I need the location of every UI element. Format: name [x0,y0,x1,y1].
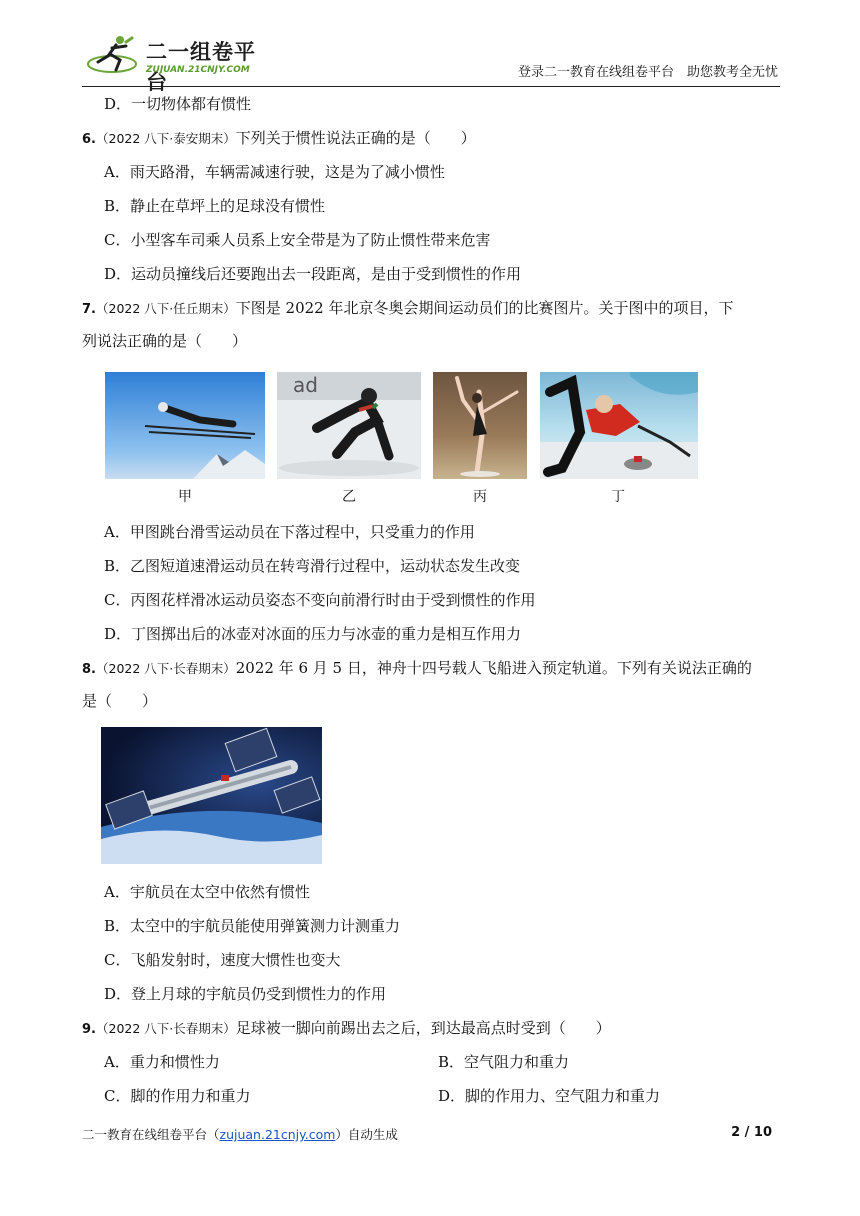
page-header [82,28,780,94]
logo-url: ZUJUAN.21CNJY.COM [146,65,250,75]
q8-option-a: A．宇航员在太空中依然有惯性 [104,883,310,901]
q7-option-b: B．乙图短道速滑运动员在转弯滑行过程中，运动状态发生改变 [104,557,521,575]
q6-option-b: B．静止在草坪上的足球没有惯性 [104,197,326,215]
logo-text: 二一组卷平台 [146,40,256,94]
footer-link[interactable]: zujuan.21cnjy.com [219,1127,336,1142]
q7-source: （2022 八下·任丘期末） [96,301,236,316]
q7-stem: 7.（2022 八下·任丘期末）下图是 2022 年北京冬奥会期间运动员们的比赛图片。关于图中的项目，下 [82,299,734,317]
q8-source: （2022 八下·长春期末） [96,661,236,676]
header-slogan: 登录二一教育在线组卷平台 助您教考全无忧 [517,65,778,80]
q6-option-c: C．小型客车司乘人员系上安全带是为了防止惯性带来危害 [104,231,491,249]
q6-stem-text: 下列关于惯性说法正确的是（ ） [235,129,476,147]
page-footer [82,1125,772,1143]
q7-option-c: C．丙图花样滑冰运动员姿态不变向前滑行时由于受到惯性的作用 [104,591,536,609]
q6-stem: 6.（2022 八下·泰安期末）下列关于惯性说法正确的是（ ） [82,129,476,147]
q7-number: 7 [82,302,92,317]
caption-ding: 丁 [611,489,625,505]
q6-number: 6 [82,132,92,147]
q6-source: （2022 八下·泰安期末） [96,131,236,146]
q6-option-a: A．雨天路滑，车辆需减速行驶，这是为了减小惯性 [104,163,445,181]
site-logo[interactable] [86,34,276,94]
q6-option-d: D．运动员撞线后还要跑出去一段距离，是由于受到惯性的作用 [104,265,522,283]
q8-stem-line-2: 是（ ） [82,692,158,710]
curling-image [540,372,698,479]
q8-stem: 8.（2022 八下·长春期末）2022 年 6 月 5 日，神舟十四号载人飞船进入预定轨道。下列有关说法正确的 [82,659,752,677]
caption-jia: 甲 [178,489,192,505]
figure-skating-image [433,372,527,479]
q8-option-b: B．太空中的宇航员能使用弹簧测力计测重力 [104,917,401,935]
q9-option-a: A．重力和惯性力 [104,1053,220,1071]
q9-option-b: B．空气阻力和重力 [438,1053,570,1071]
q8-option-d: D．登上月球的宇航员仍受到惯性力的作用 [104,985,387,1003]
q9-source: （2022 八下·长春期末） [96,1021,236,1036]
q9-option-d: D．脚的作用力、空气阻力和重力 [438,1087,661,1105]
q9-option-c: C．脚的作用力和重力 [104,1087,251,1105]
q9-number: 9 [82,1022,92,1037]
footer-suffix: ）自动生成 [335,1127,398,1142]
page-number: 2 / 10 [731,1125,772,1140]
ski-jump-image [105,372,265,479]
space-station-image [101,727,322,864]
q9-stem: 9.（2022 八下·长春期末）足球被一脚向前踢出去之后，到达最高点时受到（ ） [82,1019,611,1037]
svg-text:ad: ad [293,373,318,397]
q8-number: 8 [82,662,92,677]
q7-option-a: A．甲图跳台滑雪运动员在下落过程中，只受重力的作用 [104,523,475,541]
q8-stem-text-1: 2022 年 6 月 5 日，神舟十四号载人飞船进入预定轨道。下列有关说法正确的 [235,659,752,677]
q7-option-d: D．丁图掷出后的冰壶对冰面的压力与冰壶的重力是相互作用力 [104,625,522,643]
q5-option-d: D．一切物体都有惯性 [104,95,252,113]
caption-bing: 丙 [473,489,487,505]
q7-stem-text-1: 下图是 2022 年北京冬奥会期间运动员们的比赛图片。关于图中的项目，下 [235,299,734,317]
caption-yi: 乙 [342,489,356,505]
q7-stem-line-2: 列说法正确的是（ ） [82,332,248,350]
speed-skating-image [277,372,421,479]
q8-option-c: C．飞船发射时，速度大惯性也变大 [104,951,341,969]
footer-prefix: 二一教育在线组卷平台（ [82,1127,220,1142]
q9-stem-text: 足球被一脚向前踢出去之后，到达最高点时受到（ ） [235,1019,611,1037]
